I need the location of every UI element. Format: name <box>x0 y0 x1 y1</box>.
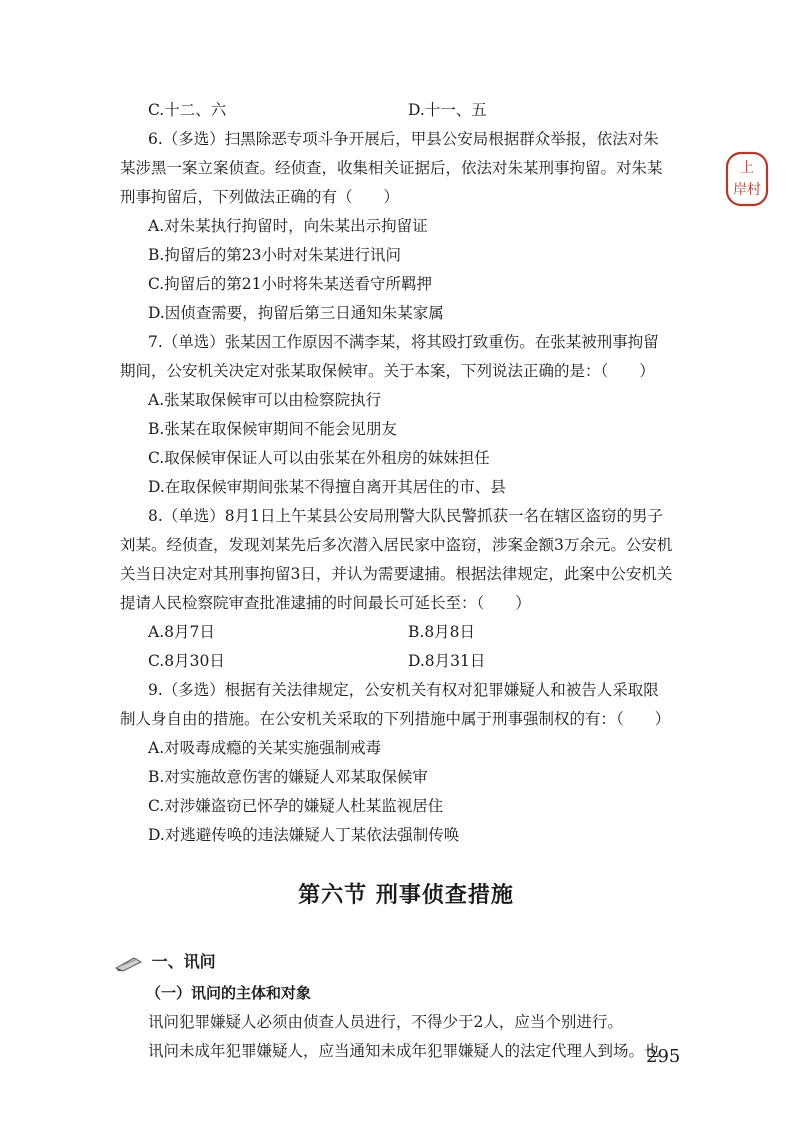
q8-options-row-1 <box>120 618 692 647</box>
q9-option-a: A.对吸毒成瘾的关某实施强制戒毒 <box>148 739 382 757</box>
heading-level-2: （一）讯问的主体和对象 <box>146 984 312 1002</box>
q9-line-1: 9.（多选）根据有关法律规定，公安机关有权对犯罪嫌疑人和被告人采取限 <box>148 681 659 699</box>
q6-line-3: 刑事拘留后，下列做法正确的有（ ） <box>120 188 400 206</box>
q6-option-a: A.对朱某执行拘留时，向朱某出示拘留证 <box>148 217 428 235</box>
q7-line-2: 期间，公安机关决定对张某取保候审。关于本案，下列说法正确的是：（ ） <box>120 362 655 380</box>
q6-option-c: C.拘留后的第21小时将朱某送看守所羁押 <box>148 275 432 293</box>
q7-option-d: D.在取保候审期间张某不得擅自离开其居住的市、县 <box>148 478 506 496</box>
q7-option-a: A.张某取保候审可以由检察院执行 <box>148 391 382 409</box>
q7-option-b: B.张某在取保候审期间不能会见朋友 <box>148 420 397 438</box>
paragraph-2: 讯问未成年犯罪嫌疑人，应当通知未成年犯罪嫌疑人的法定代理人到场。也 <box>148 1042 660 1060</box>
heading-level-1-text: 一、讯问 <box>151 952 216 971</box>
svg-text:岸村: 岸村 <box>733 182 761 198</box>
q8-option-b: B.8月8日 <box>408 623 476 641</box>
q9-option-b: B.对实施故意伤害的嫌疑人邓某取保候审 <box>148 768 428 786</box>
q8-line-1: 8.（单选）8月1日上午某县公安局刑警大队民警抓获一名在辖区盗窃的男子 <box>148 507 664 525</box>
q8-option-d: D.8月31日 <box>408 652 486 670</box>
svg-text:上: 上 <box>740 160 754 176</box>
option-c: C.十二、六 <box>148 101 227 119</box>
q6-option-d: D.因侦查需要，拘留后第三日通知朱某家属 <box>148 304 444 322</box>
q6-line-2: 某涉黑一案立案侦查。经侦查，收集相关证据后，依法对朱某刑事拘留。对朱某 <box>120 159 663 177</box>
q8-line-3: 关当日决定对其刑事拘留3日，并认为需要逮捕。根据法律规定，此案中公安机关 <box>120 565 673 583</box>
paragraph-1: 讯问犯罪嫌疑人必须由侦查人员进行，不得少于2人，应当个别进行。 <box>148 1013 623 1031</box>
q8-line-4: 提请人民检察院审查批准逮捕的时间最长可延长至：（ ） <box>120 594 531 612</box>
q8-options-row-2 <box>120 647 692 676</box>
q9-option-d: D.对逃避传唤的违法嫌疑人丁某依法强制传唤 <box>148 826 460 844</box>
q6-option-b: B.拘留后的第23小时对朱某进行讯问 <box>148 246 402 264</box>
q8-option-c: C.8月30日 <box>148 652 225 670</box>
q7-option-c: C.取保候审保证人可以由张某在外租房的妹妹担任 <box>148 449 490 467</box>
pen-icon <box>114 954 144 972</box>
q8-option-a: A.8月7日 <box>148 623 215 641</box>
q9-option-c: C.对涉嫌盗窃已怀孕的嫌疑人杜某监视居住 <box>148 797 444 815</box>
q9-line-2: 制人身自由的措施。在公安机关采取的下列措施中属于刑事强制权的有：（ ） <box>120 710 671 728</box>
heading-level-1 <box>114 946 686 978</box>
q6-line-1: 6.（多选）扫黑除恶专项斗争开展后，甲县公安局根据群众举报，依法对朱 <box>148 130 659 148</box>
option-d: D.十一、五 <box>408 101 487 119</box>
page-number: 295 <box>646 1046 681 1067</box>
q7-line-1: 7.（单选）张某因工作原因不满李某，将其殴打致重伤。在张某被刑事拘留 <box>148 333 659 351</box>
main-content <box>120 96 692 1066</box>
seal-stamp-icon <box>724 150 770 208</box>
options-row <box>120 96 692 125</box>
section-title: 第六节 刑事侦查措施 <box>298 883 514 908</box>
q8-line-2: 刘某。经侦查，发现刘某先后多次潜入居民家中盗窃，涉案金额3万余元。公安机 <box>120 536 673 554</box>
